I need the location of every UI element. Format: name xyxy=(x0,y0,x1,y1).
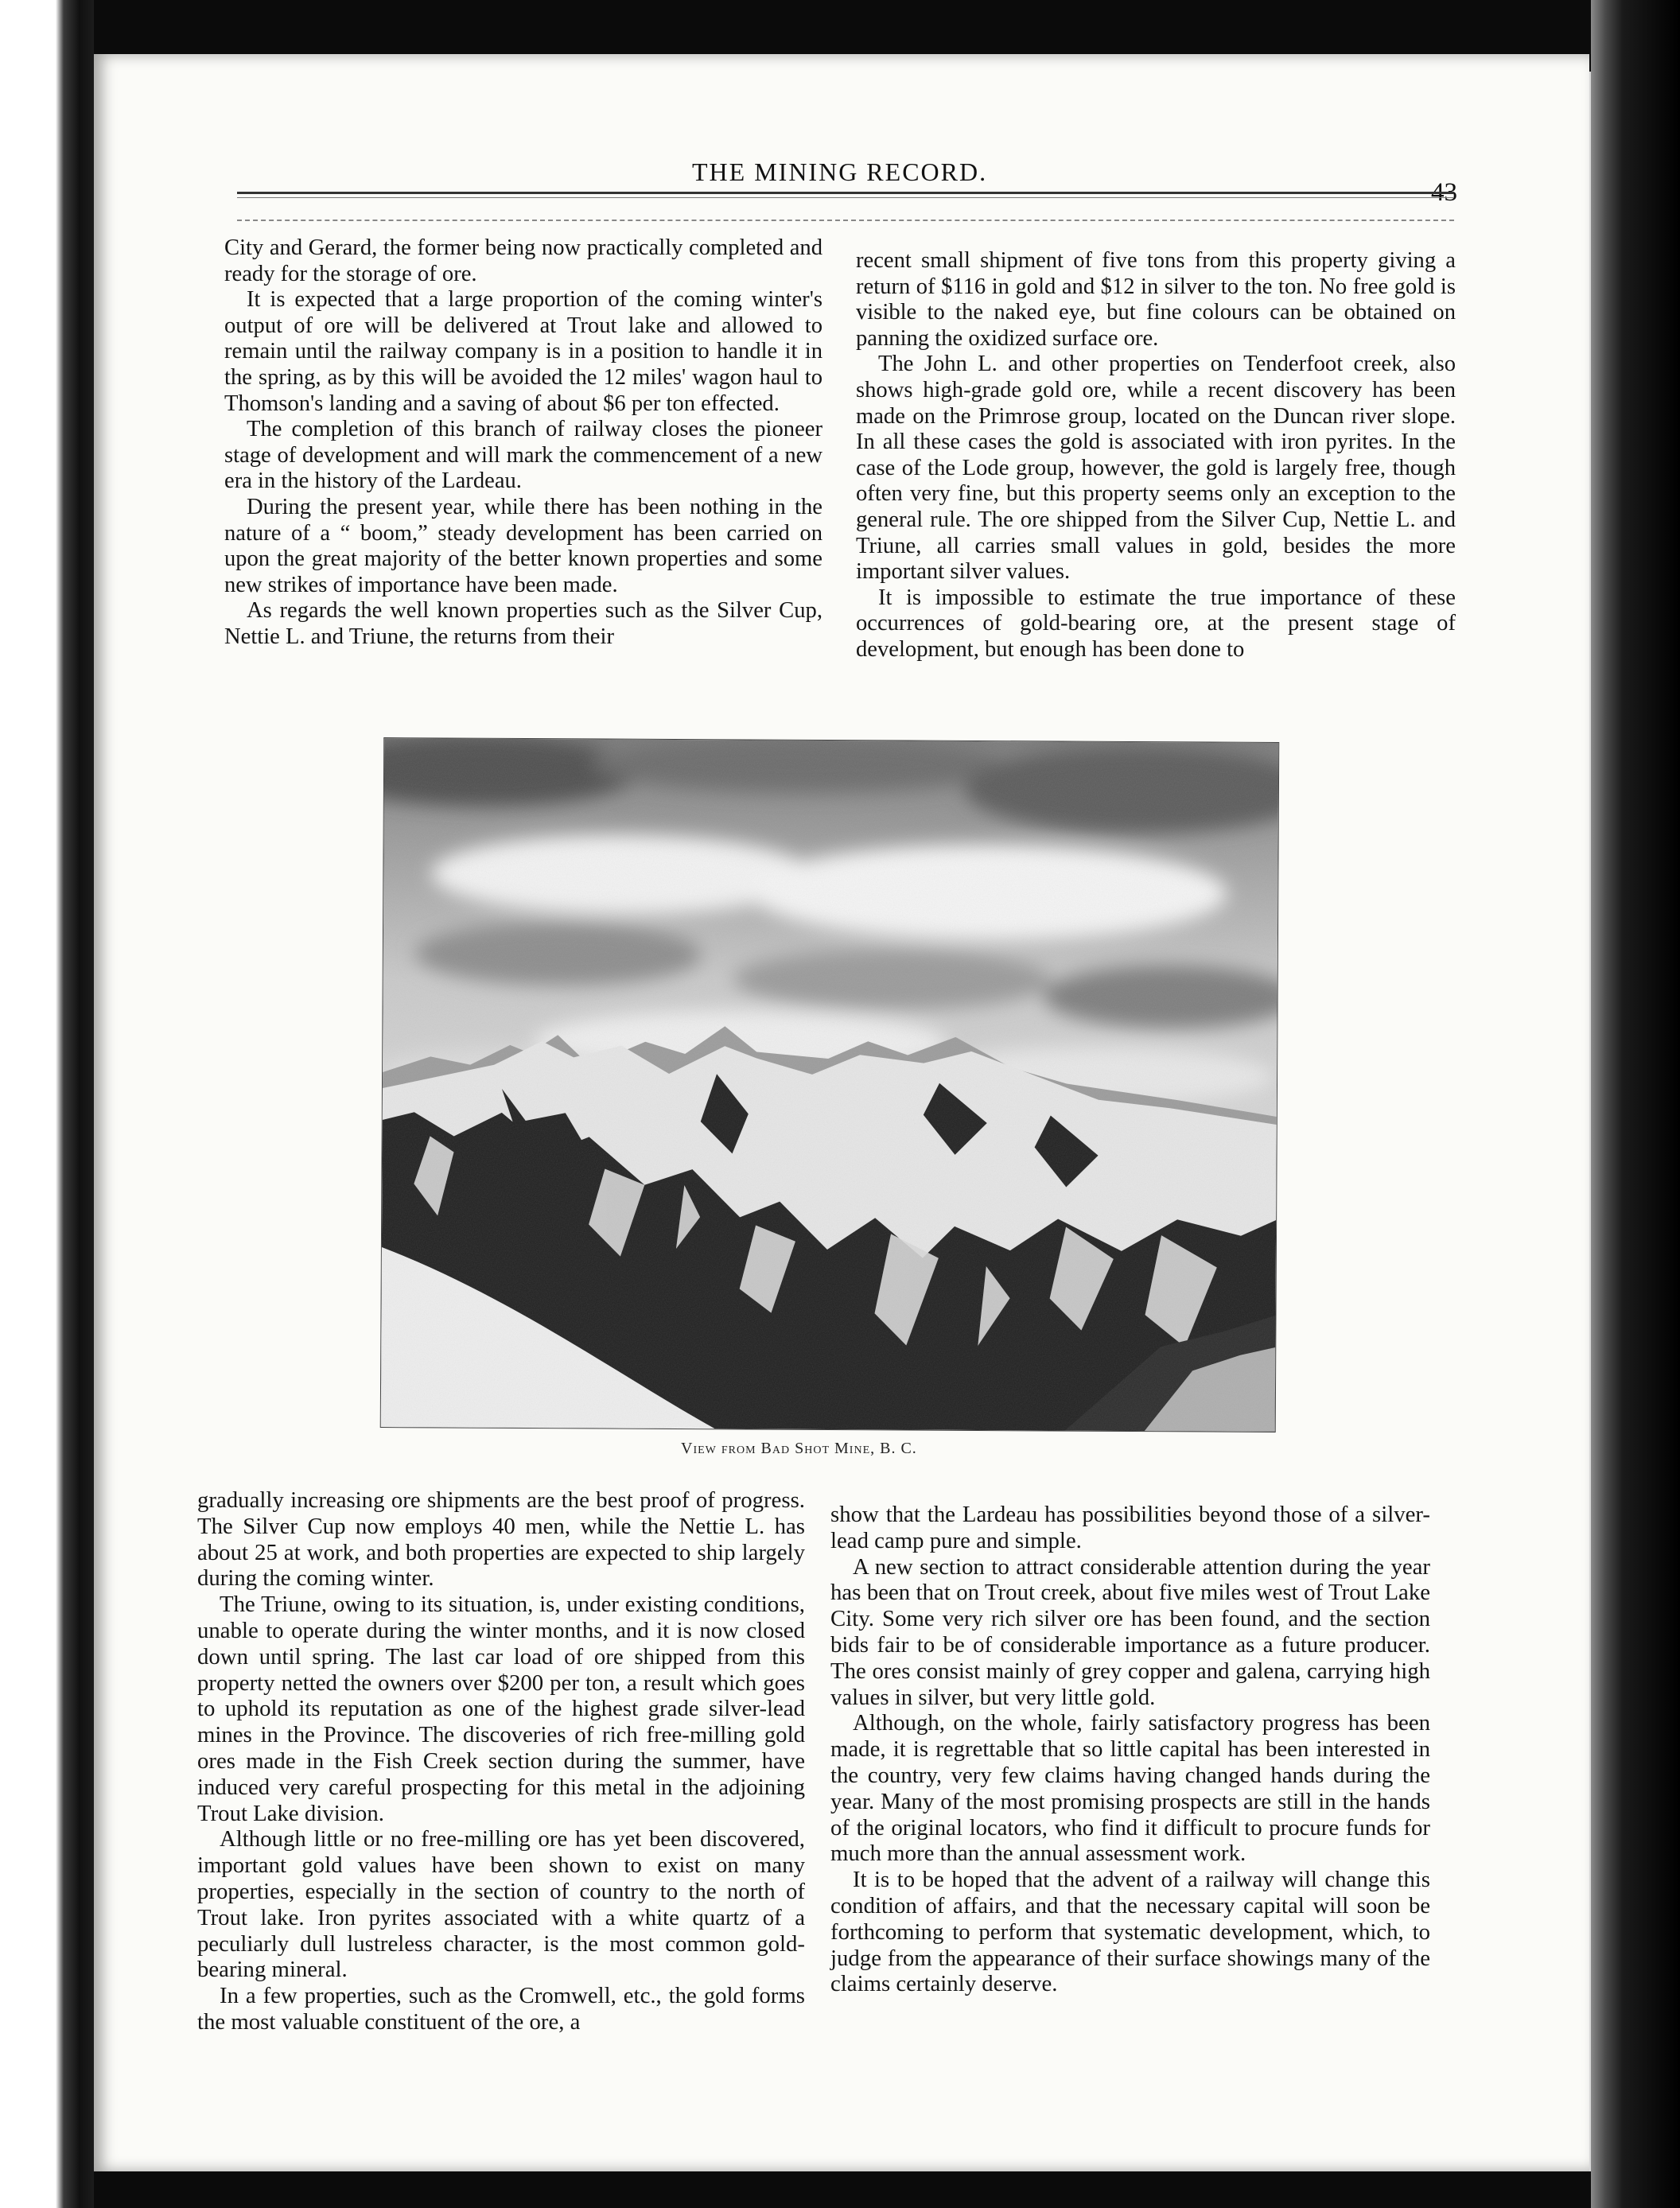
book-spine-right xyxy=(1591,0,1680,2208)
paragraph: City and Gerard, the former being now practically completed and ready for the storage of ore. xyxy=(224,235,822,286)
running-title: THE MINING RECORD. xyxy=(692,157,988,186)
header-rule-thin xyxy=(237,197,1454,198)
paragraph: Although little or no free-milling ore has yet been discovered, important gold values have been shown to exist on many properties, especially in the section of country to the north of Trout lake. Iron pyrites associated with a white quartz of a peculiarly dull lustreless character, is the most common gold-bearing mineral. xyxy=(197,1826,805,1983)
book-spine-left xyxy=(0,0,94,2208)
column-top-right xyxy=(856,248,1456,663)
paragraph: In a few properties, such as the Cromwell, etc., the gold forms the most valuable constituent of the ore, a xyxy=(197,1983,805,2035)
paragraph: The Triune, owing to its situation, is, under existing conditions, unable to operate during the winter months, and it is now closed down until spring. The last car load of ore shipped from this property netted the owners over $200 per ton, a result which goes to uphold its reputation as one of the highest grade silver-lead mines in the Province. The discoveries of rich free-milling gold ores made in the Fish Creek section during the summer, have induced very careful prospecting for this metal in the adjoining Trout Lake division. xyxy=(197,1592,805,1826)
paragraph: It is expected that a large proportion of the coming winter's output of ore will be delivered at Trout lake and allowed to remain until the railway company is in a position to handle it in the spring, as by this will be avoided the 12 miles' wagon haul to Thomson's landing and a saving of about $6 per ton effected. xyxy=(224,287,822,416)
column-bottom-right xyxy=(830,1502,1430,1997)
header-rule xyxy=(237,192,1454,194)
paragraph: During the present year, while there has been nothing in the nature of a “ boom,” steady development has been carried on upon the great majority of the better known properties and some new strikes of importance have been made. xyxy=(224,494,822,597)
mountain-photograph-image xyxy=(381,738,1279,1432)
paragraph: The John L. and other properties on Tenderfoot creek, also shows high-grade gold ore, while a recent discovery has been made on the Primrose group, located on the Duncan river slope. In all these cases the gold is associated with iron pyrites. In the case of the Lode group, however, the gold is largely free, though often very fine, but this property seems only an exception to the general rule. The ore shipped from the Silver Cup, Nettie L. and Triune, all carries small values in gold, besides the more important silver values. xyxy=(856,352,1456,585)
paragraph: As regards the well known properties such as the Silver Cup, Nettie L. and Triune, the returns from their xyxy=(224,598,822,649)
column-top-left xyxy=(224,235,822,651)
header-rule-dashed xyxy=(237,220,1454,221)
page-number: 43 xyxy=(1431,178,1457,207)
paragraph: It is to be hoped that the advent of a railway will change this condition of affairs, and that the necessary capital will soon be forthcoming to perform that systematic development, which, to judge from the appearance of their surface showings many of the claims certainly deserve. xyxy=(830,1867,1430,1997)
paragraph: gradually increasing ore shipments are the best proof of progress. The Silver Cup now employs 40 men, while the Nettie L. has about 25 at work, and both properties are expected to ship largely during the coming winter. xyxy=(197,1487,805,1592)
figure-caption: View from Bad Shot Mine, B. C. xyxy=(681,1440,917,1457)
column-bottom-left xyxy=(197,1487,805,2035)
paragraph: recent small shipment of five tons from this property giving a return of $116 in gold and $12 in silver to the ton. No free gold is visible to the naked eye, but fine colours can be obtained on panning the oxidized surface ore. xyxy=(856,248,1456,351)
paragraph: A new section to attract considerable attention during the year has been that on Trout creek, about five miles west of Trout Lake City. Some very rich silver ore has been found, and the section bids fair to be of considerable importance as a future producer. The ores consist mainly of grey copper and galena, carrying high values in silver, but very little gold. xyxy=(830,1553,1430,1710)
mountain-photograph xyxy=(380,737,1280,1432)
page-header xyxy=(143,111,1456,231)
paragraph: It is impossible to estimate the true importance of these occurrences of gold-bearing ore, at the present stage of development, but enough has been done to xyxy=(856,585,1456,662)
paragraph: show that the Lardeau has possibilities beyond those of a silver-lead camp pure and simple. xyxy=(830,1502,1430,1553)
paragraph: The completion of this branch of railway closes the pioneer stage of development and will mark the commencement of a new era in the history of the Lardeau. xyxy=(224,417,822,494)
paragraph: Although, on the whole, fairly satisfactory progress has been made, it is regrettable that so little capital has been interested in the country, very few claims having changed hands during the year. Many of the most promising prospects are still in the hands of the original locators, who find it difficult to procure funds for much more than the annual assessment work. xyxy=(830,1710,1430,1867)
